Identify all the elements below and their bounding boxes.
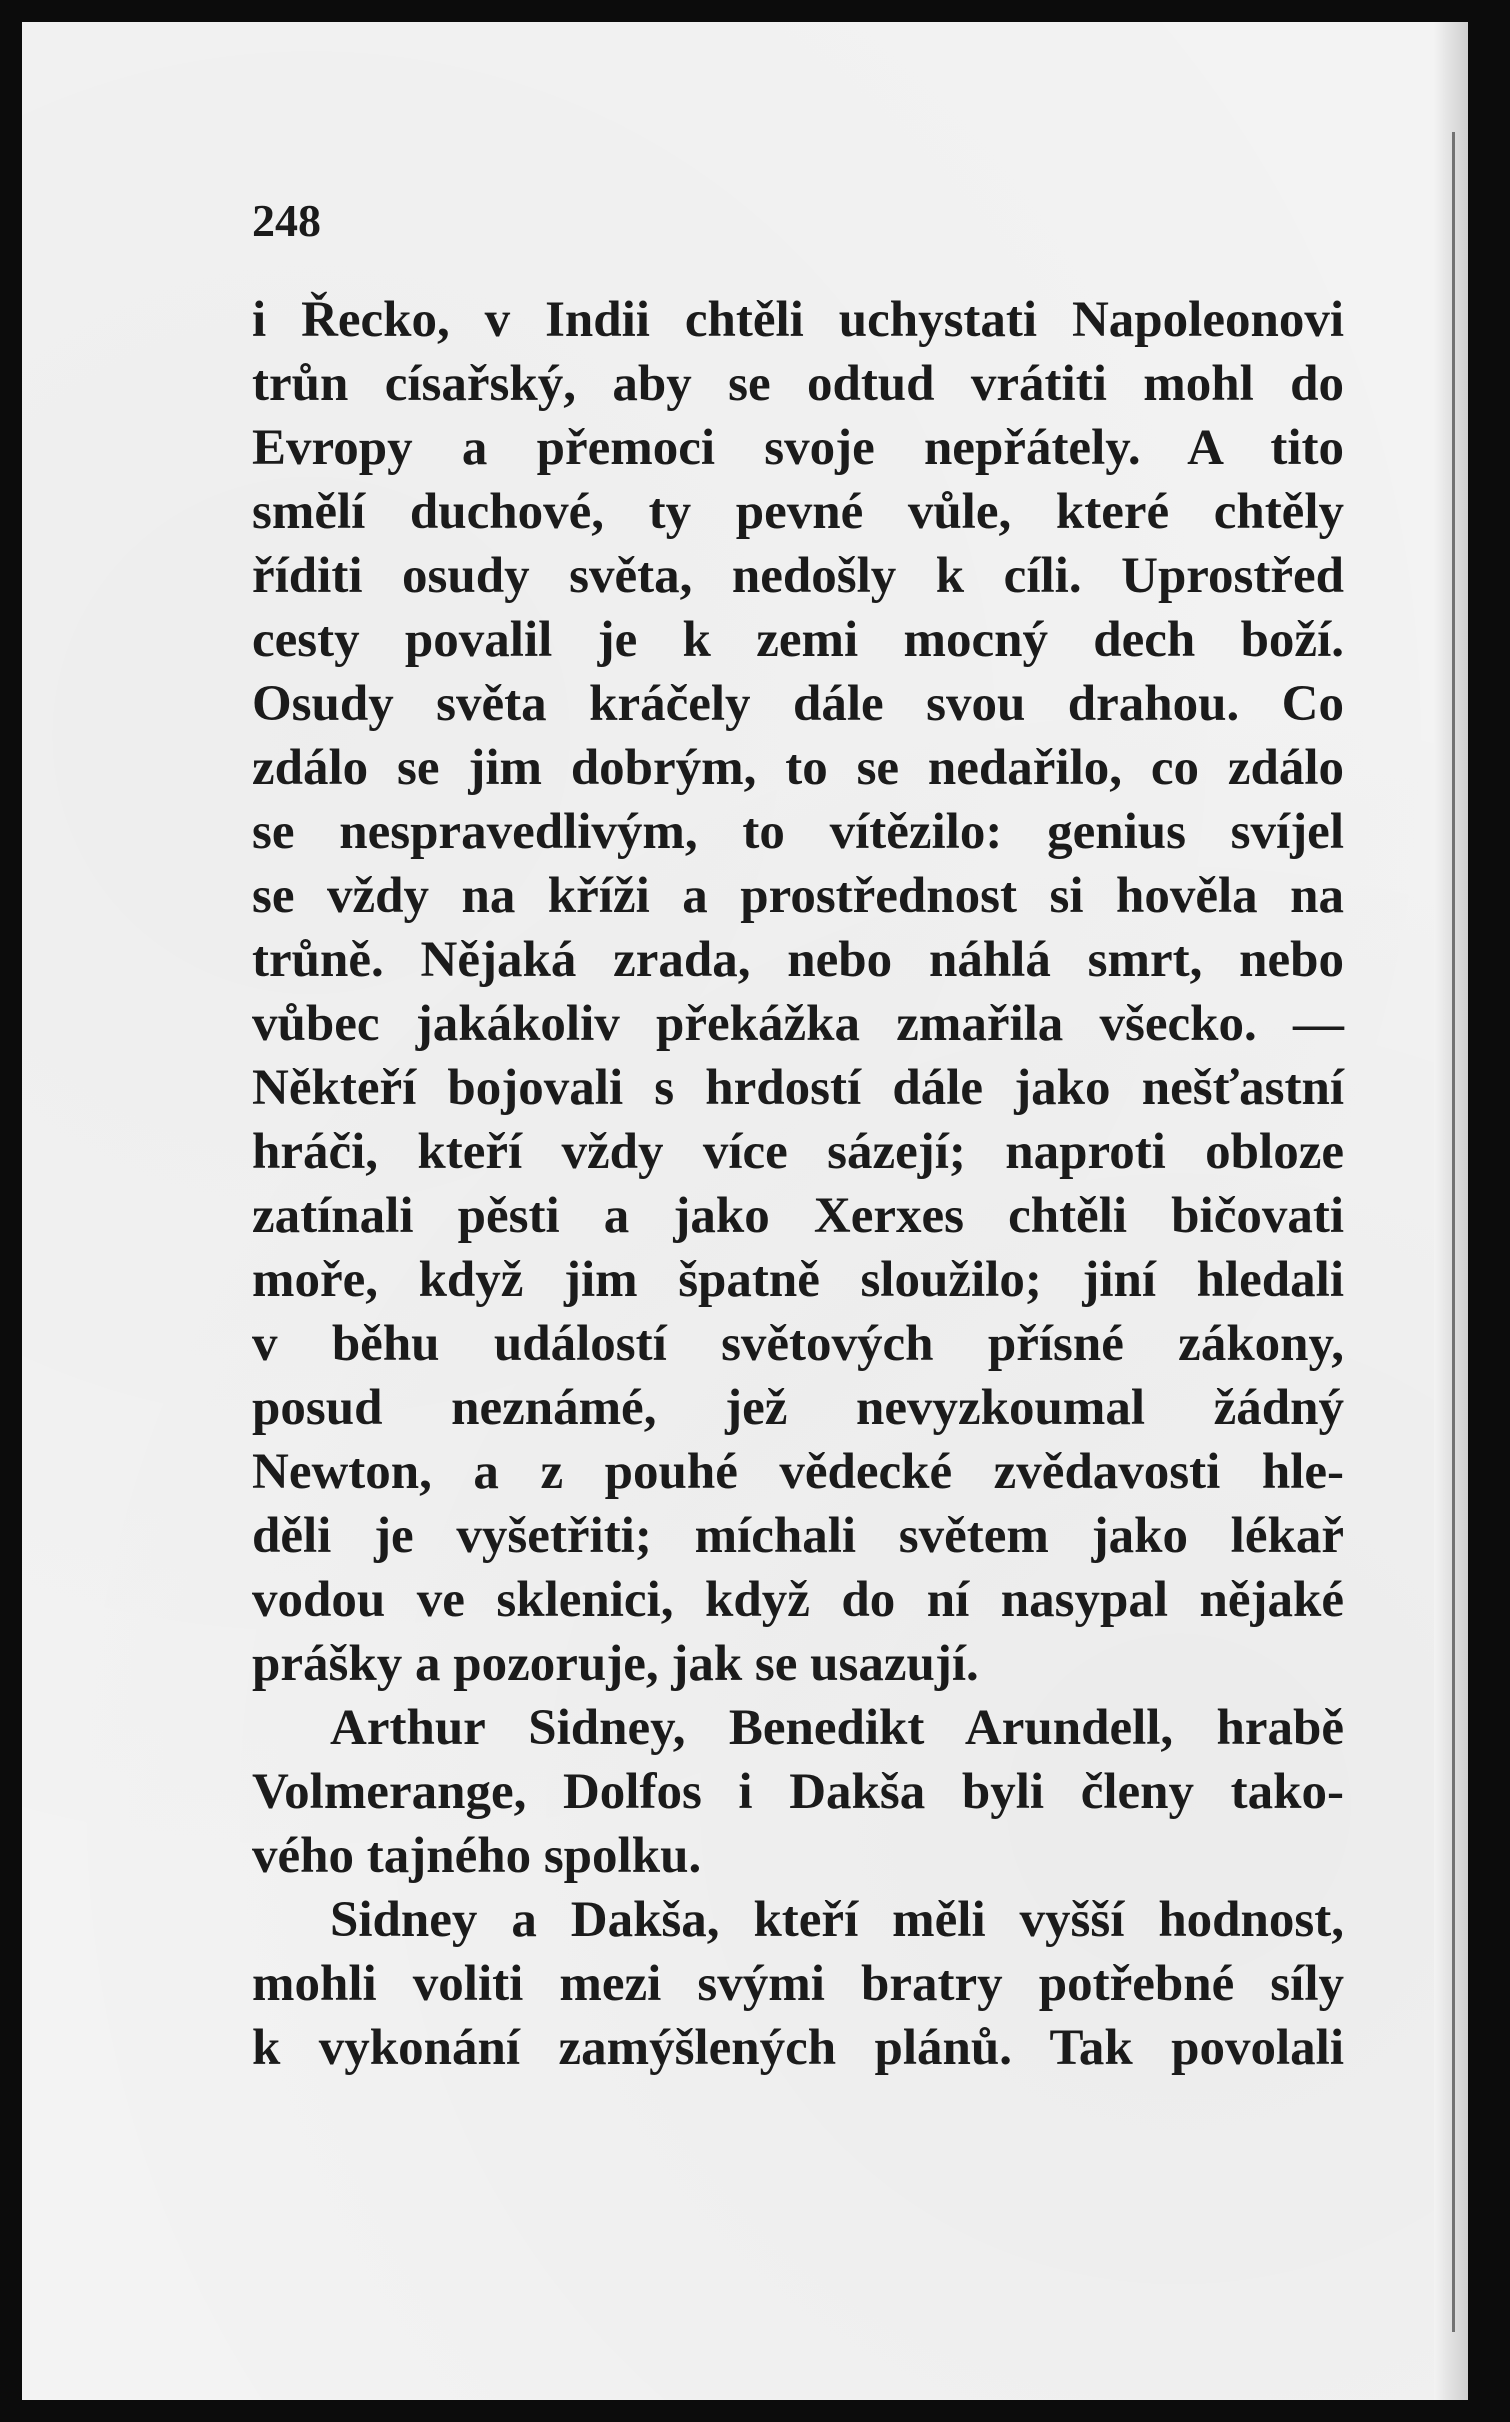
text-line: vodou ve sklenici, když do ní nasypal nějaké xyxy=(252,1572,1344,1628)
text-line: se nespravedlivým, to vítězilo: genius svíjel xyxy=(252,804,1344,860)
text-line: smělí duchové, ty pevné vůle, které chtěly xyxy=(252,484,1344,540)
page-number: 248 xyxy=(252,195,321,246)
text-line: v běhu událostí světových přísné zákony, xyxy=(252,1316,1344,1372)
body-text xyxy=(252,288,1344,2080)
text-line: Sidney a Dakša, kteří měli vyšší hodnost, xyxy=(330,1892,1344,1948)
text-line: hráči, kteří vždy více sázejí; naproti obloze xyxy=(252,1124,1344,1180)
text-line: Evropy a přemoci svoje nepřátely. A tito xyxy=(252,420,1344,476)
text-line: trůn císařský, aby se odtud vrátiti mohl do xyxy=(252,356,1344,412)
text-line: zatínali pěsti a jako Xerxes chtěli bičovati xyxy=(252,1188,1344,1244)
text-line: prášky a pozoruje, jak se usazují. xyxy=(252,1636,979,1692)
text-line: mohli voliti mezi svými bratry potřebné síly xyxy=(252,1956,1344,2012)
text-line: moře, když jim špatně sloužilo; jiní hledali xyxy=(252,1252,1344,1308)
text-line: říditi osudy světa, nedošly k cíli. Uprostřed xyxy=(252,548,1344,604)
text-line: i Řecko, v Indii chtěli uchystati Napoleonovi xyxy=(252,292,1344,348)
text-line: Arthur Sidney, Benedikt Arundell, hrabě xyxy=(330,1700,1344,1756)
text-line: děli je vyšetřiti; míchali světem jako lékař xyxy=(252,1508,1344,1564)
page-edge xyxy=(1434,22,1468,2400)
text-line: posud neznámé, jež nevyzkoumal žádný xyxy=(252,1380,1344,1436)
text-line: vého tajného spolku. xyxy=(252,1828,702,1884)
text-line: se vždy na kříži a prostřednost si hověla na xyxy=(252,868,1344,924)
text-line: Newton, a z pouhé vědecké zvědavosti hle- xyxy=(252,1444,1344,1500)
text-line: k vykonání zamýšlených plánů. Tak povolali xyxy=(252,2020,1344,2076)
text-line: zdálo se jim dobrým, to se nedařilo, co zdálo xyxy=(252,740,1344,796)
text-line: trůně. Nějaká zrada, nebo náhlá smrt, nebo xyxy=(252,932,1344,988)
text-line: Osudy světa kráčely dále svou drahou. Co xyxy=(252,676,1344,732)
text-line: Někteří bojovali s hrdostí dále jako nešťastní xyxy=(252,1060,1344,1116)
text-line: Volmerange, Dolfos i Dakša byli členy tako- xyxy=(252,1764,1344,1820)
text-line: vůbec jakákoliv překážka zmařila všecko. — xyxy=(252,996,1344,1052)
text-line: cesty povalil je k zemi mocný dech boží. xyxy=(252,612,1344,668)
